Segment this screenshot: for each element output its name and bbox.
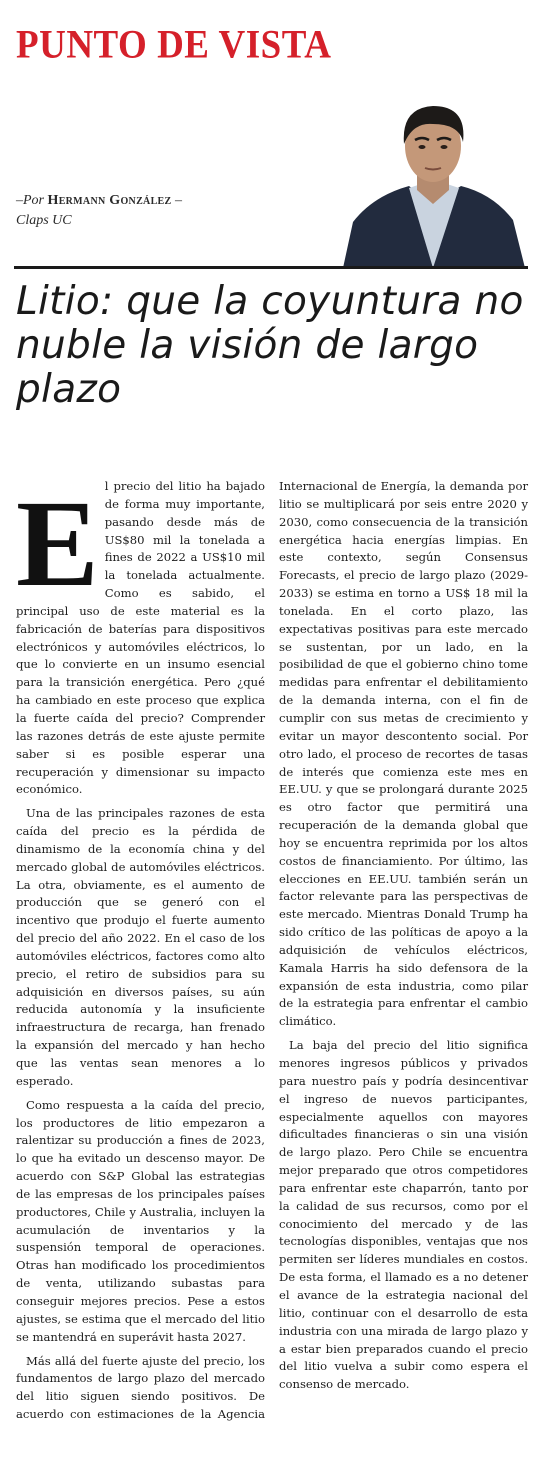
article-body <box>16 475 528 1428</box>
drop-cap: E <box>16 475 99 612</box>
section-label: PUNTO DE VISTA <box>16 23 332 68</box>
byline-suffix: – <box>174 193 182 208</box>
paragraph-2: Una de las principales razones de esta caída del precio es la pérdida de dinamismo de la economía china y del mercado global de automóviles eléctricos. La otra, obviamente, es el aumento de producción que se generó con el incentivo que produjo el fuerte aumento del precio del año 2022. En el caso de los automóviles eléctricos, factores como alto precio, el retiro de subsidios para su adquisición en diversos países, su aún reducida autonomía y la insuficiente infraestructura de recarga, han frenado la expansión del mercado y han hecho que las ventas sean menores a lo esperado. <box>16 806 265 1088</box>
byline <box>16 193 182 209</box>
author-name: Hermann González <box>47 193 172 208</box>
byline-prefix: –Por <box>16 193 44 208</box>
author-portrait <box>343 100 525 268</box>
paragraph-1: El precio del litio ha bajado de forma muy importante, pasando desde más de US$80 mil la tonelada a fines de 2022 a US$10 mil la tonelada actualmente. Como es sabido, el principal uso de este material es la fabricación de baterías para dispositivos electrónicos y automóviles eléctricos, lo que lo convierte en un insumo esencial para la transición energética. Pero ¿qué ha cambiado en este proceso que explica la fuerte caída del precio? Comprender las razones detrás de este ajuste permite saber si es posible esperar una recuperación y dimensionar su impacto económico. <box>16 475 265 797</box>
paragraph-3: Como respuesta a la caída del precio, los productores de litio empezaron a ralentizar su producción a fines de 2023, lo que ha evitado un descenso mayor. De acuerdo con S&P Global las estrategias de las empresas de los principales países productores, Chile y Australia, incluyen la acumulación de inventarios y la suspensión temporal de operaciones. Otras han modificado los procedimientos de venta, utilizando subastas para conseguir mejores precios. Pese a estos ajustes, se estima que el mercado del litio se mantendrá en superávit hasta 2027. <box>16 1097 265 1344</box>
paragraph-5: La baja del precio del litio significa menores ingresos públicos y privados para nuestro país y podría desincentivar el ingreso de nuevos participantes, especialmente aquellos con mayores dificultades financieras o sin una visión de largo plazo. Pero Chile se encuentra mejor preparado que otros competidores para enfrentar este chaparrón, tanto por la calidad de sus recursos, como por el conocimiento del mercado y de las tecnologías disponibles, ventajas que nos permiten ser líderes mundiales en costos. De esta forma, el llamado es a no detener el avance de la estrategia nacional del litio, continuar con el desarrollo de esta industria con una mirada de largo plazo y a estar bien preparados cuando el precio del litio vuelva a subir como espera el consenso de mercado. <box>279 1038 528 1392</box>
author-affiliation: Claps UC <box>16 213 72 228</box>
header-rule <box>14 266 528 269</box>
paragraph-4: Más allá del fuerte ajuste del precio, los fundamentos de largo plazo del mercado del litio siguen siendo positivos. De acuerdo con estimaciones de la Agencia Internacional de Energía, la demanda por litio se multiplicará por seis entre 2020 y 2030, como consecuencia de la transición energética hacia energías limpias. En este contexto, según Consensus Forecasts, el precio de largo plazo (2029-2033) se estima en torno a US$ 18 mil la tonelada. En el corto plazo, las expectativas positivas para este mercado se sustentan, por un lado, en la posibilidad de que el gobierno chino tome medidas para enfrentar el debilitamiento de la demanda interna, con el fin de cumplir con sus metas de crecimiento y evitar un mayor descontento social. Por otro lado, el proceso de recortes de tasas de interés que comienza este mes en EE.UU. y que se prolongará durante 2025 es otro factor que permitirá una recuperación de la demanda global que hoy se encuentra reprimida por los altos costos de financiamiento. Por último, las elecciones en EE.UU. también serán un factor relevante para las perspectivas de este mercado. Mientras Donald Trump ha sido crítico de las políticas de apoyo a la adquisición de vehículos eléctricos, Kamala Harris ha sido defensora de la expansión de esta industria, como pilar de la estrategia para enfrentar el cambio climático. <box>16 479 528 1422</box>
headline: Litio: que la coyuntura no nuble la visión de largo plazo <box>16 279 524 412</box>
